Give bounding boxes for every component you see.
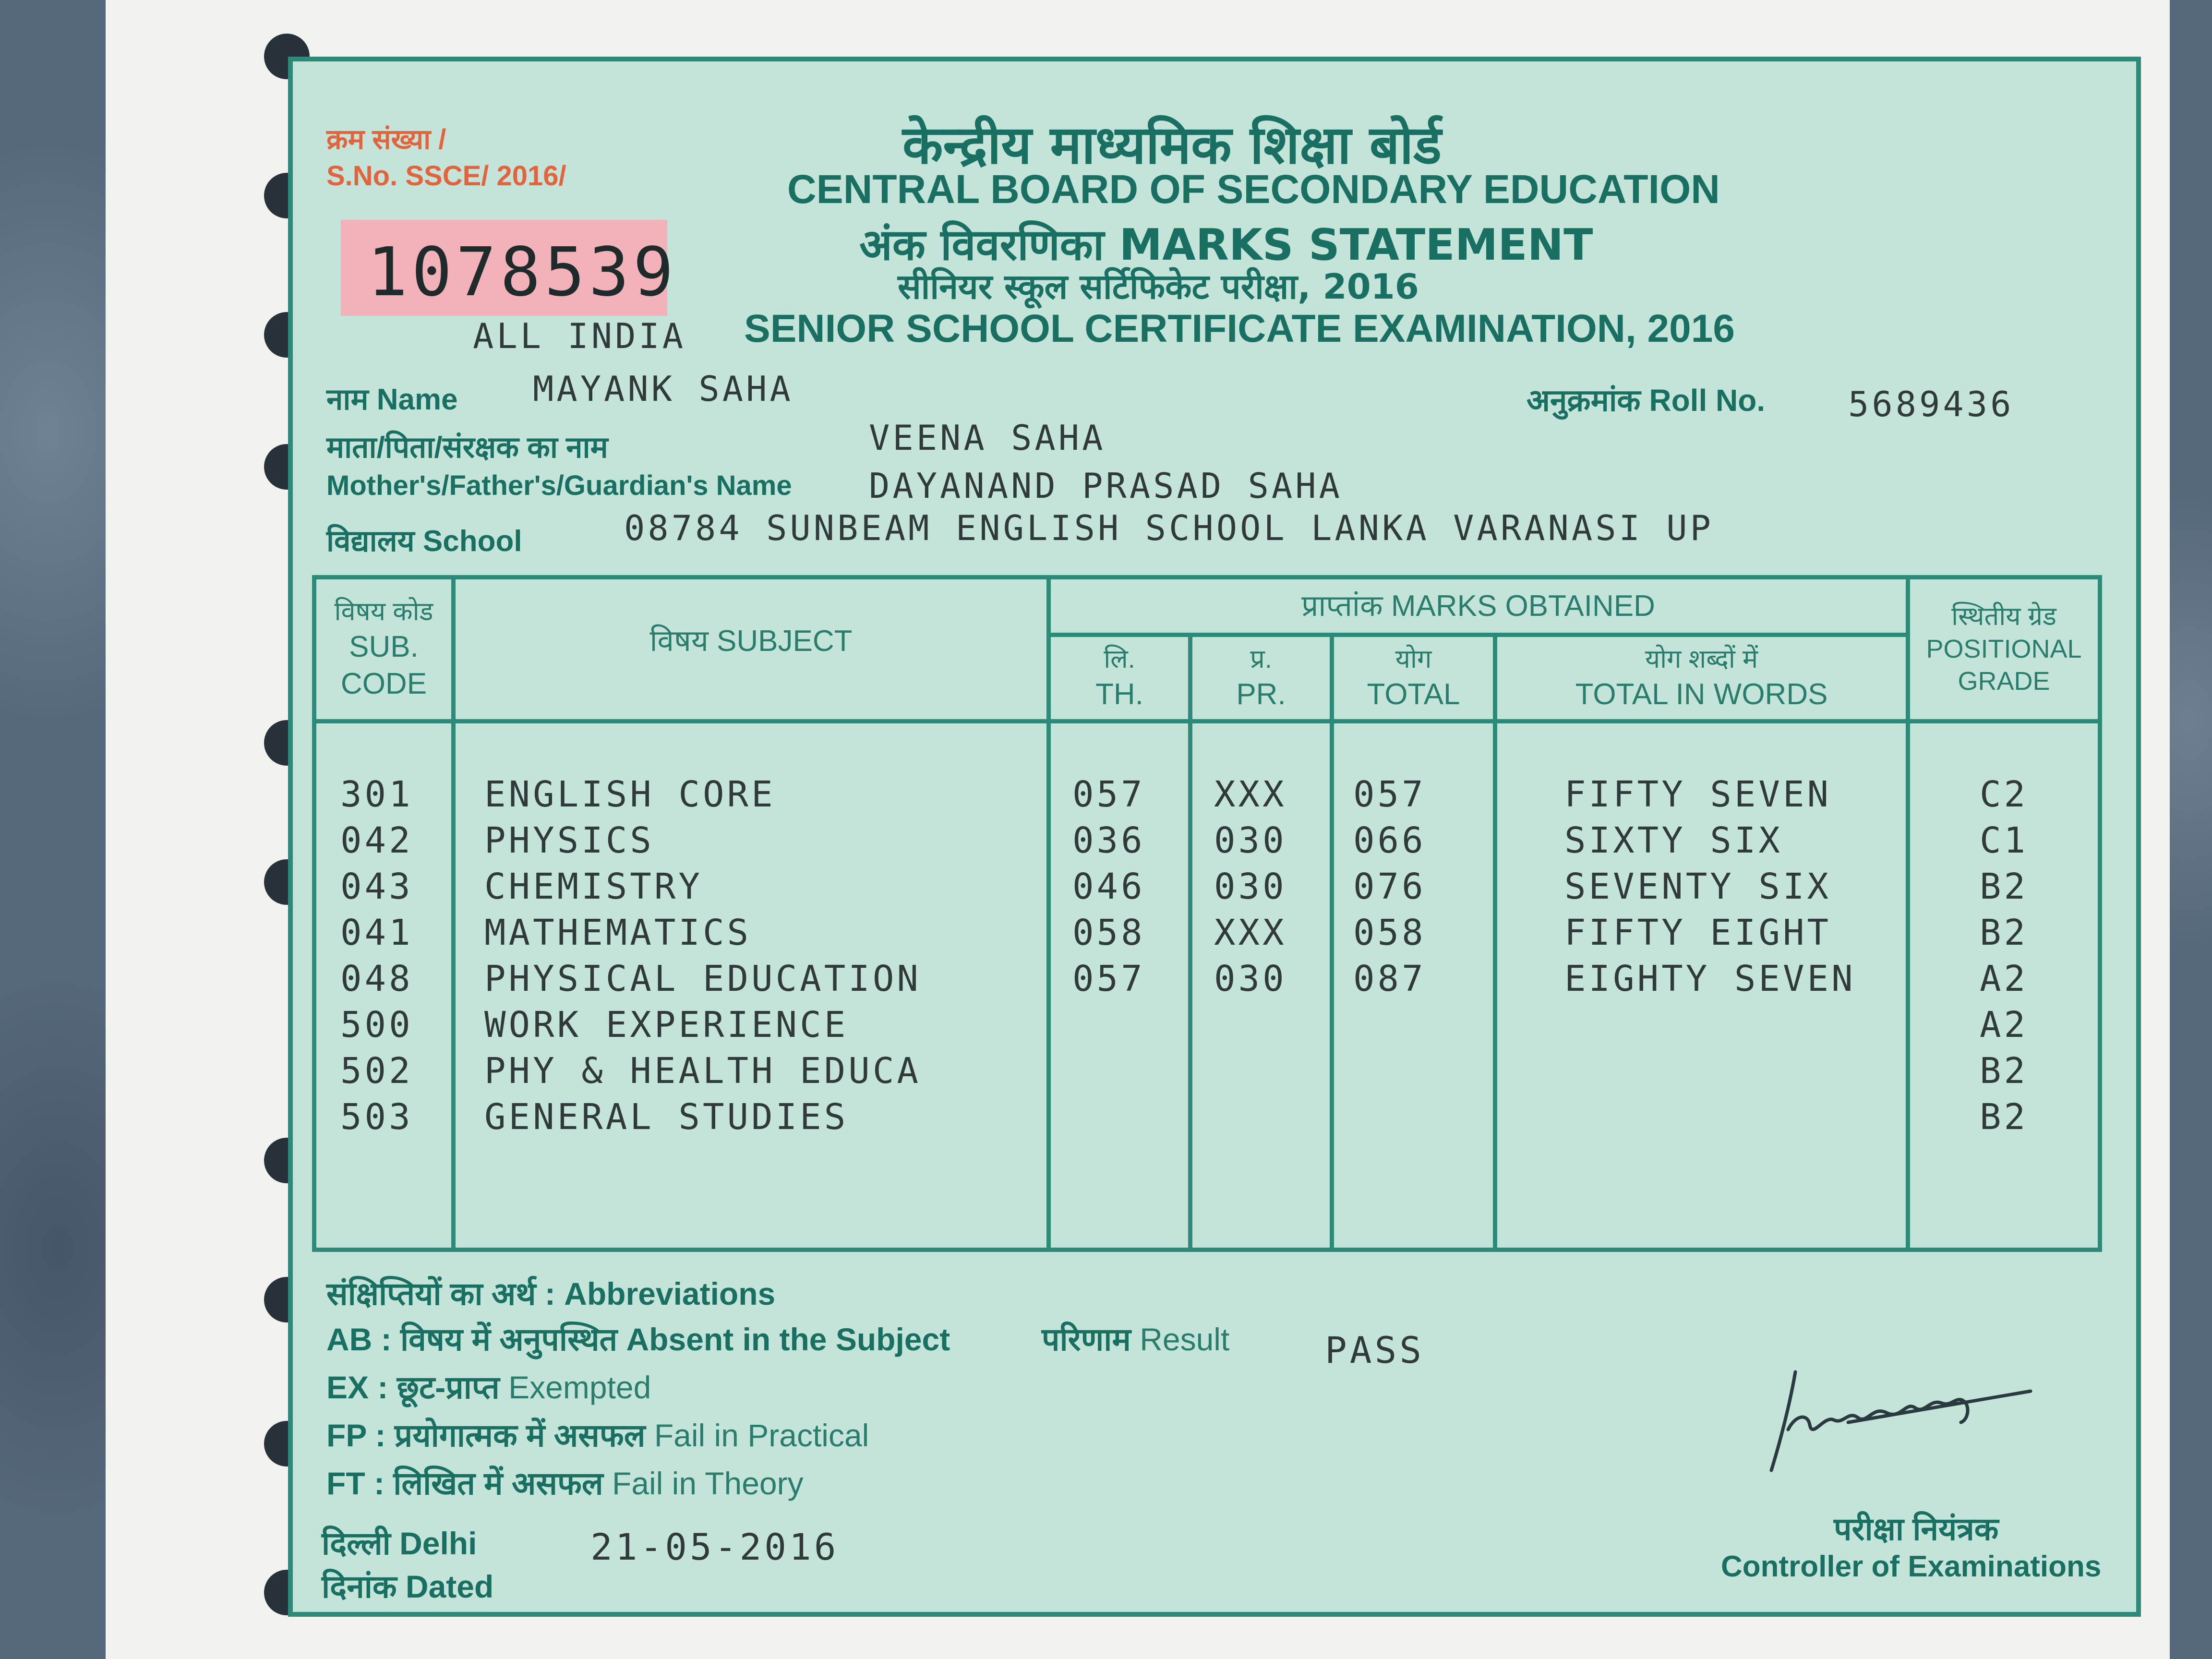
parent-label: Mother's/Father's/Guardian's Name xyxy=(326,470,792,501)
row-grade: B2 xyxy=(1979,912,2029,953)
row-words xyxy=(1564,1048,1906,1094)
row-th: 036 xyxy=(1072,820,1145,861)
abbr-fail-practical: FP : प्रयोगात्मक में असफल Fail in Practical xyxy=(326,1418,869,1453)
row-th xyxy=(1072,1094,1188,1140)
statement-title: अंक विवरणिका MARKS STATEMENT xyxy=(859,220,1593,270)
row-words xyxy=(1564,1094,1906,1140)
header-positional-grade: स्थितीय ग्रेड POSITIONAL GRADE xyxy=(1908,577,2100,721)
row-subject: MATHEMATICS xyxy=(484,912,752,953)
name-label: नाम Name xyxy=(326,383,458,416)
row-total: 058 xyxy=(1353,912,1426,953)
serial-number: 1078539 xyxy=(367,233,678,312)
abbreviations-title: संक्षिप्तियों का अर्थ : Abbreviations xyxy=(326,1276,776,1311)
practical-column xyxy=(1190,721,1332,1250)
dated-label: दिनांक Dated xyxy=(322,1569,494,1604)
row-words: EIGHTY SEVEN xyxy=(1564,958,1856,999)
header-sub-code: विषय कोड SUB. CODE xyxy=(314,577,454,721)
school-label: विद्यालय School xyxy=(326,525,522,558)
serial-label: S.No. SSCE/ 2016/ xyxy=(326,160,566,192)
board-name: CENTRAL BOARD OF SECONDARY EDUCATION xyxy=(787,167,1720,212)
row-code: 042 xyxy=(340,820,413,861)
student-name: MAYANK SAHA xyxy=(533,369,793,409)
school-name: 08784 SUNBEAM ENGLISH SCHOOL LANKA VARANASI UP xyxy=(624,508,1714,548)
row-words xyxy=(1564,1002,1906,1048)
row-th: 057 xyxy=(1072,958,1145,999)
row-pr xyxy=(1214,1002,1330,1048)
row-total xyxy=(1353,1048,1493,1094)
abbr-fail-theory: FT : लिखित में असफल Fail in Theory xyxy=(326,1466,804,1501)
certificate-form xyxy=(288,57,2141,1617)
grade-column xyxy=(1908,721,2100,1250)
roll-label: अनुक्रमांक Roll No. xyxy=(1527,383,1766,418)
row-code: 043 xyxy=(340,866,413,907)
row-words: SEVENTY SIX xyxy=(1564,866,1832,907)
row-total: 087 xyxy=(1353,958,1426,999)
row-th xyxy=(1072,1002,1188,1048)
abbr-exempted: EX : छूट-प्राप्त Exempted xyxy=(326,1370,651,1405)
row-grade: B2 xyxy=(1979,1050,2029,1092)
serial-label-hindi: क्रम संख्या / xyxy=(326,124,446,155)
header-total: योग TOTAL xyxy=(1332,635,1495,721)
row-pr: 030 xyxy=(1214,820,1287,861)
row-pr xyxy=(1214,1048,1330,1094)
row-th: 046 xyxy=(1072,866,1145,907)
row-code: 503 xyxy=(340,1096,413,1138)
region-label: ALL INDIA xyxy=(473,316,686,356)
row-total xyxy=(1353,1094,1493,1140)
row-subject: GENERAL STUDIES xyxy=(484,1096,849,1138)
row-words: SIXTY SIX xyxy=(1564,820,1783,861)
abbr-absent: AB : विषय में अनुपस्थित Absent in the Subject xyxy=(326,1322,950,1357)
row-subject: PHYSICS xyxy=(484,820,654,861)
row-code: 041 xyxy=(340,912,413,953)
controller-signature xyxy=(1762,1358,2059,1482)
total-column xyxy=(1332,721,1495,1250)
row-grade: B2 xyxy=(1979,866,2029,907)
row-pr: XXX xyxy=(1214,774,1287,815)
theory-column xyxy=(1049,721,1190,1250)
controller-title-hindi: परीक्षा नियंत्रक xyxy=(1834,1511,1999,1547)
row-code: 500 xyxy=(340,1004,413,1046)
header-subject: विषय SUBJECT xyxy=(454,577,1049,721)
result-value: PASS xyxy=(1325,1329,1425,1371)
row-code: 301 xyxy=(340,774,413,815)
row-total: 057 xyxy=(1353,774,1426,815)
row-total: 076 xyxy=(1353,866,1426,907)
row-pr: 030 xyxy=(1214,866,1287,907)
row-th: 057 xyxy=(1072,774,1145,815)
result-label: परिणाम Result xyxy=(1042,1322,1230,1357)
place-label: दिल्ली Delhi xyxy=(322,1526,477,1561)
issue-date: 21-05-2016 xyxy=(590,1526,839,1568)
row-code: 502 xyxy=(340,1050,413,1092)
header-theory: लि. TH. xyxy=(1049,635,1190,721)
row-subject: WORK EXPERIENCE xyxy=(484,1004,849,1046)
row-grade: A2 xyxy=(1979,1004,2029,1046)
row-pr: XXX xyxy=(1214,912,1287,953)
row-words: FIFTY EIGHT xyxy=(1564,912,1832,953)
row-grade: B2 xyxy=(1979,1096,2029,1138)
row-total xyxy=(1353,1002,1493,1048)
board-name-hindi: केन्द्रीय माध्यमिक शिक्षा बोर्ड xyxy=(902,114,1442,176)
roll-number: 5689436 xyxy=(1848,384,2014,424)
mother-name: VEENA SAHA xyxy=(869,418,1106,458)
subject-column xyxy=(454,721,1049,1250)
row-total: 066 xyxy=(1353,820,1426,861)
exam-name: SENIOR SCHOOL CERTIFICATE EXAMINATION, 2016 xyxy=(744,307,1735,350)
header-practical: प्र. PR. xyxy=(1190,635,1332,721)
row-subject: PHY & HEALTH EDUCA xyxy=(484,1050,921,1092)
controller-title: Controller of Examinations xyxy=(1721,1550,2102,1583)
row-grade: C2 xyxy=(1979,774,2029,815)
row-grade: C1 xyxy=(1979,820,2029,861)
parent-label-hindi: माता/पिता/संरक्षक का नाम xyxy=(326,431,608,464)
words-column xyxy=(1495,721,1908,1250)
header-total-in-words: योग शब्दों में TOTAL IN WORDS xyxy=(1495,635,1908,721)
code-column xyxy=(314,721,454,1250)
row-th xyxy=(1072,1048,1188,1094)
row-subject: ENGLISH CORE xyxy=(484,774,776,815)
exam-name-hindi: सीनियर स्कूल सर्टिफिकेट परीक्षा, 2016 xyxy=(898,266,1419,307)
row-th: 058 xyxy=(1072,912,1145,953)
row-subject: PHYSICAL EDUCATION xyxy=(484,958,921,999)
father-name: DAYANAND PRASAD SAHA xyxy=(869,466,1343,506)
row-subject: CHEMISTRY xyxy=(484,866,703,907)
marks-table xyxy=(312,575,2102,1252)
row-pr: 030 xyxy=(1214,958,1287,999)
row-pr xyxy=(1214,1094,1330,1140)
row-words: FIFTY SEVEN xyxy=(1564,774,1832,815)
header-marks-obtained: प्राप्तांक MARKS OBTAINED xyxy=(1049,577,1908,635)
row-grade: A2 xyxy=(1979,958,2029,999)
row-code: 048 xyxy=(340,958,413,999)
